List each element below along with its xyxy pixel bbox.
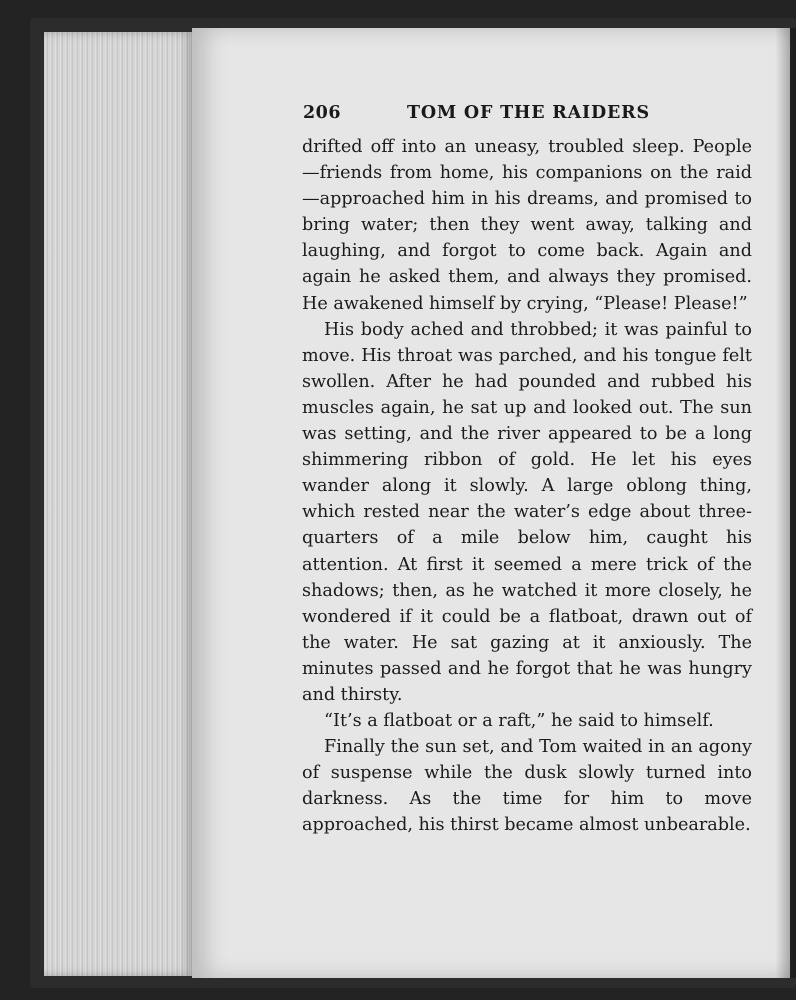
- page-body: [302, 134, 752, 839]
- running-title: TOM OF THE RAIDERS: [407, 103, 650, 123]
- paragraph: drifted off into an uneasy, troubled sleep. People —friends from home, his companions on the raid —approached him in his dreams, and promised to bring water; then they went away, talking and laughing, and forgot to come back. Again and again he asked them, and always they promised. He awakened himself by crying, “Please! Please!”: [302, 137, 752, 314]
- page-shadow: [775, 28, 796, 978]
- page-edges: [44, 32, 194, 976]
- page-header: [303, 103, 753, 129]
- paragraph: Finally the sun set, and Tom waited in an agony of suspense while the dusk slowly turned into darkness. As the time for him to move approached, his thirst became almost unbearable.: [302, 737, 752, 836]
- paragraph: “It’s a flatboat or a raft,” he said to himself.: [324, 711, 714, 732]
- page-number: 206: [303, 103, 342, 123]
- paragraph: His body ached and throbbed; it was painful to move. His throat was parched, and his tongue felt swollen. After he had pounded and rubbed his muscles again, he sat up and looked out. The sun was setting, and the river appeared to be a long shimmering ribbon of gold. He let his eyes wander along it slowly. A large oblong thing, which rested near the water’s edge about three-quarters of a mile below him, caught his attention. At first it seemed a mere trick of the shadows; then, as he watched it more closely, he wondered if it could be a flatboat, drawn out of the water. He sat gazing at it anxiously. The minutes passed and he forgot that he was hungry and thirsty.: [302, 319, 752, 705]
